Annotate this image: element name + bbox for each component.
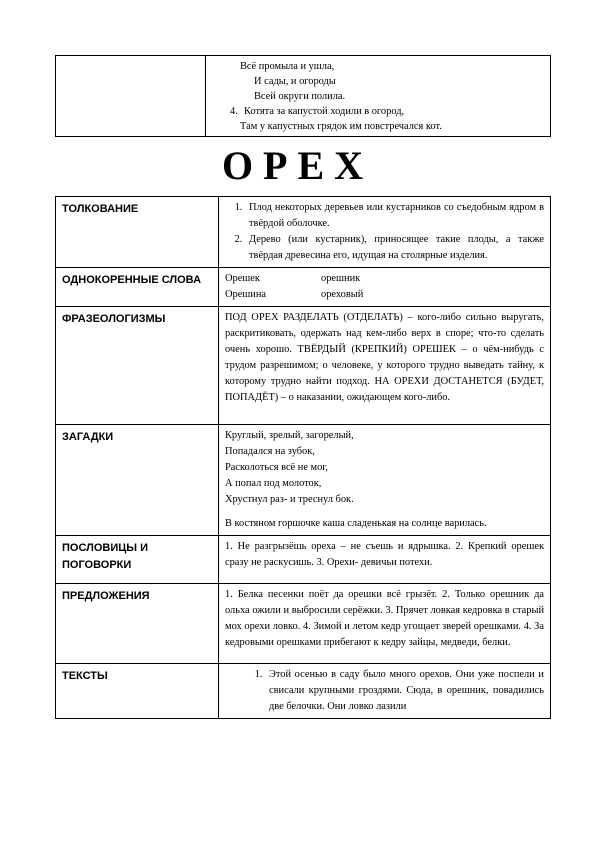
row-odnokorennye	[56, 268, 551, 307]
word-table	[55, 196, 551, 719]
row-content: 1. Не разгрызёшь ореха – не съешь и ядрышка. 2. Крепкий орешек сразу не раскусишь. 3. Орехи- девичьи потехи.	[219, 536, 551, 584]
row-content	[219, 197, 551, 268]
row-content: ПОД ОРЕХ РАЗДЕЛАТЬ (ОТДЕЛАТЬ) – кого-либо сильно выругать, раскритиковать, одержать над кем-либо верх в споре; что-то сделать очень хорошо. ТВЁРДЫЙ (КРЕПКИЙ) ОРЕШЕК – о чём-нибудь с трудом разрешимом; о человеке, у которого трудно выведать тайну, к которому трудно найти подход. НА ОРЕХИ ДОСТАНЕТСЯ (БУДЕТ, ПОПАДЁТ) – о наказании, ожидающем кого-либо.	[219, 307, 551, 425]
word-pair	[225, 287, 544, 303]
poem-line: Там у капустных грядок им повстречался кот.	[240, 121, 442, 132]
row-content	[219, 268, 551, 307]
row-poslovitsy	[56, 536, 551, 584]
row-content	[219, 425, 551, 536]
row-frazeologizmy	[56, 307, 551, 425]
row-header: ФРАЗЕОЛОГИЗМЫ	[56, 307, 219, 425]
row-header: ОДНОКОРЕННЫЕ СЛОВА	[56, 268, 219, 307]
word: Орешек	[225, 273, 260, 284]
definition-item: 1. Плод некоторых деревьев или кустарников со съедобным ядром в твёрдой оболочке.	[245, 200, 544, 232]
word: орешник	[321, 273, 361, 284]
riddle-line: Расколоться всё не мог,	[225, 462, 328, 473]
poem-line: Всей округи полила.	[254, 91, 346, 102]
poem-cell	[206, 56, 551, 137]
row-predlozheniya	[56, 584, 551, 664]
row-teksty	[56, 664, 551, 719]
riddle-line: А попал под молоток,	[225, 478, 322, 489]
text-item: 1. Этой осенью в саду было много орехов. Они уже поспели и свисали крупными гроздями. Сюда, в орешник, повадились две белочки. Они ловко лазили	[265, 667, 544, 715]
row-zagadki	[56, 425, 551, 536]
poem-table	[55, 55, 551, 137]
row-content: 1. Белка песенки поёт да орешки всё грызёт. 2. Только орешник да ольха ожили и выбросили серёжки. 3. Прячет ловкая кедровка в старый мох орехи ловко. 4. Зимой и летом кедр угощает зверей орешками. 4. За кедровыми орешками прибегают к кедру зайцы, медведи, белки.	[219, 584, 551, 664]
definition-item: 2. Дерево (или кустарник), приносящее такие плоды, а также твёрдая древесина его, идущая на столярные изделия.	[245, 232, 544, 264]
word: Орешина	[225, 289, 267, 300]
row-header: ПРЕДЛОЖЕНИЯ	[56, 584, 219, 664]
poem-item	[212, 104, 544, 119]
row-header: ЗАГАДКИ	[56, 425, 219, 536]
word-pair	[225, 271, 544, 287]
poem-line: Всё промыла и ушла,	[240, 61, 335, 72]
page-title: ОРЕХ	[221, 143, 374, 188]
item-number: 4.	[230, 106, 238, 117]
empty-cell	[56, 56, 206, 137]
row-content	[219, 664, 551, 719]
row-header: ТЕКСТЫ	[56, 664, 219, 719]
riddle-line: Круглый, зрелый, загорелый,	[225, 430, 354, 441]
riddle-line: В костяном горшочке каша сладенькая на солнце варилась.	[225, 518, 487, 529]
riddle-line: Попадался на зубок,	[225, 446, 315, 457]
word: ореховый	[321, 289, 364, 300]
row-header: ПОСЛОВИЦЫ И ПОГОВОРКИ	[56, 536, 219, 584]
riddle-line: Хрустнул раз- и треснул бок.	[225, 494, 354, 505]
item-text: Котята за капустой ходили в огород,	[244, 106, 405, 117]
row-header: ТОЛКОВАНИЕ	[56, 197, 219, 268]
poem-line: И сады, и огороды	[254, 76, 336, 87]
row-tolkovanie	[56, 197, 551, 268]
